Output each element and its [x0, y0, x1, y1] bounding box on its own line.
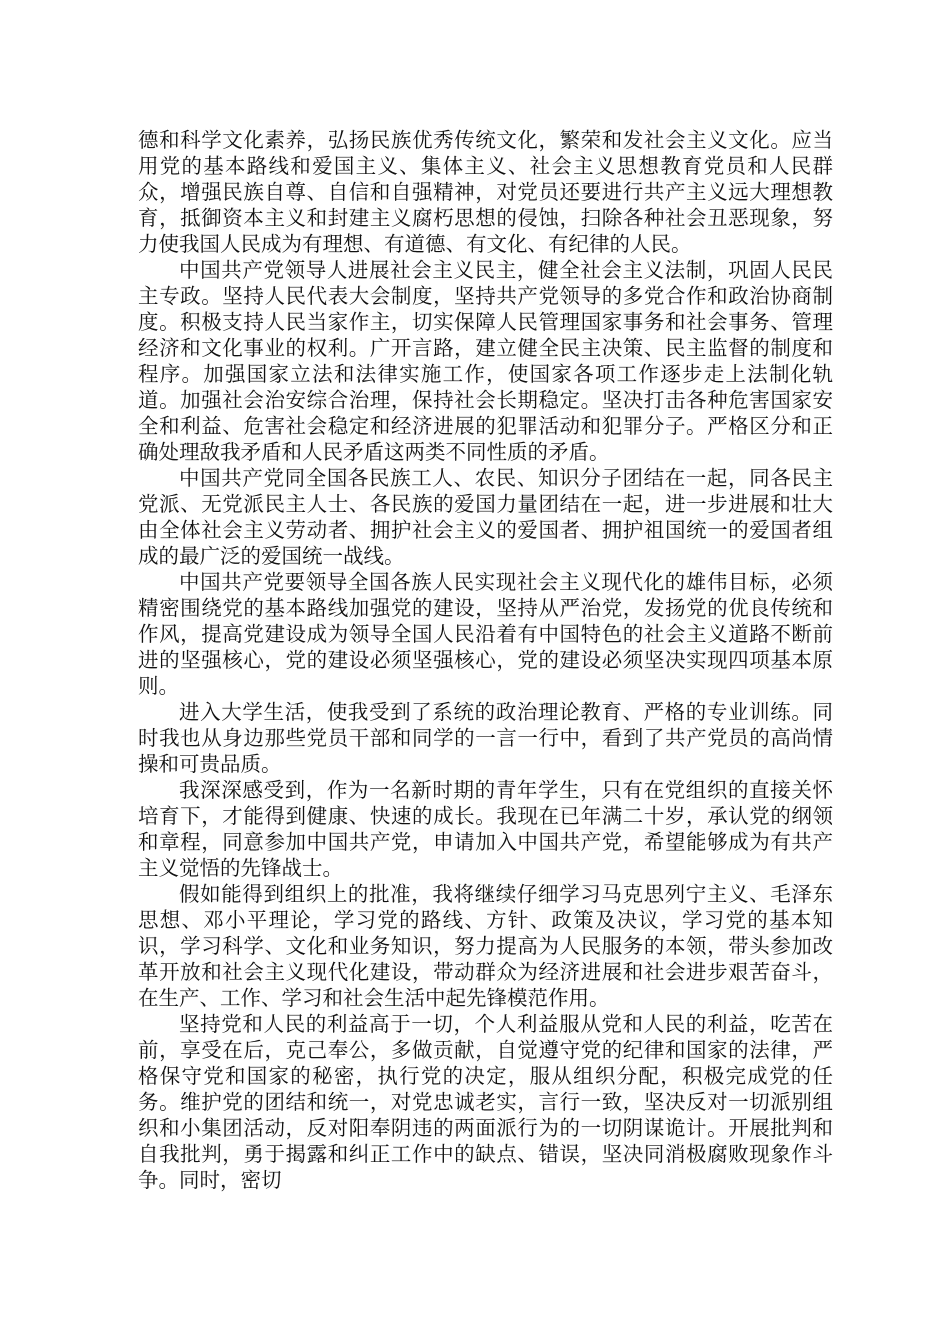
- paragraph-8: 坚持党和人民的利益高于一切，个人利益服从党和人民的利益，吃苦在前，享受在后，克己奉公，多做贡献，自觉遵守党的纪律和国家的法律，严格保守党和国家的秘密，执行党的决定，服从组织分配，积极完成党的任务。维护党的团结和统一，对党忠诚老实，言行一致，坚决反对一切派别组织和小集团活动，反对阳奉阴违的两面派行为的一切阴谋诡计。开展批判和自我批判，勇于揭露和纠正工作中的缺点、错误，坚决同消极腐败现象作斗争。同时，密切: [138, 1012, 833, 1192]
- paragraph-6: 我深深感受到，作为一名新时期的青年学生，只有在党组织的直接关怀培育下，才能得到健康、快速的成长。我现在已年满二十岁，承认党的纲领和章程，同意参加中国共产党，申请加入中国共产党，希望能够成为有共产主义觉悟的先锋战士。: [138, 778, 833, 880]
- paragraph-4: 中国共产党要领导全国各族人民实现社会主义现代化的雄伟目标，必须精密围绕党的基本路线加强党的建设，坚持从严治党，发扬党的优良传统和作风，提高党建设成为领导全国人民沿着有中国特色的社会主义道路不断前进的坚强核心，党的建设必须坚强核心，党的建设必须坚决实现四项基本原则。: [138, 570, 833, 698]
- paragraph-1: 德和科学文化素养，弘扬民族优秀传统文化，繁荣和发社会主义文化。应当用党的基本路线和爱国主义、集体主义、社会主义思想教育党员和人民群众，增强民族自尊、自信和自强精神，对党员还要进行共产主义远大理想教育，抵御资本主义和封建主义腐朽思想的侵蚀，扫除各种社会丑恶现象，努力使我国人民成为有理想、有道德、有文化、有纪律的人民。: [138, 128, 833, 256]
- paragraph-5: 进入大学生活，使我受到了系统的政治理论教育、严格的专业训练。同时我也从身边那些党员干部和同学的一言一行中，看到了共产党员的高尚情操和可贵品质。: [138, 700, 833, 776]
- paragraph-3: 中国共产党同全国各民族工人、农民、知识分子团结在一起，同各民主党派、无党派民主人士、各民族的爱国力量团结在一起，进一步进展和壮大由全体社会主义劳动者、拥护社会主义的爱国者、拥护祖国统一的爱国者组成的最广泛的爱国统一战线。: [138, 466, 833, 568]
- paragraph-7: 假如能得到组织上的批准，我将继续仔细学习马克思列宁主义、毛泽东思想、邓小平理论，学习党的路线、方针、政策及决议，学习党的基本知识，学习科学、文化和业务知识，努力提高为人民服务的本领，带头参加改革开放和社会主义现代化建设，带动群众为经济进展和社会进步艰苦奋斗，在生产、工作、学习和社会生活中起先锋模范作用。: [138, 882, 833, 1010]
- paragraph-2: 中国共产党领导人进展社会主义民主，健全社会主义法制，巩固人民民主专政。坚持人民代表大会制度，坚持共产党领导的多党合作和政治协商制度。积极支持人民当家作主，切实保障人民管理国家事务和社会事务、管理经济和文化事业的权利。广开言路，建立健全民主决策、民主监督的制度和程序。加强国家立法和法律实施工作，使国家各项工作逐步走上法制化轨道。加强社会治安综合治理，保持社会长期稳定。坚决打击各种危害国家安全和利益、危害社会稳定和经济进展的犯罪活动和犯罪分子。严格区分和正确处理敌我矛盾和人民矛盾这两类不同性质的矛盾。: [138, 258, 833, 464]
- document-body: [138, 127, 833, 1193]
